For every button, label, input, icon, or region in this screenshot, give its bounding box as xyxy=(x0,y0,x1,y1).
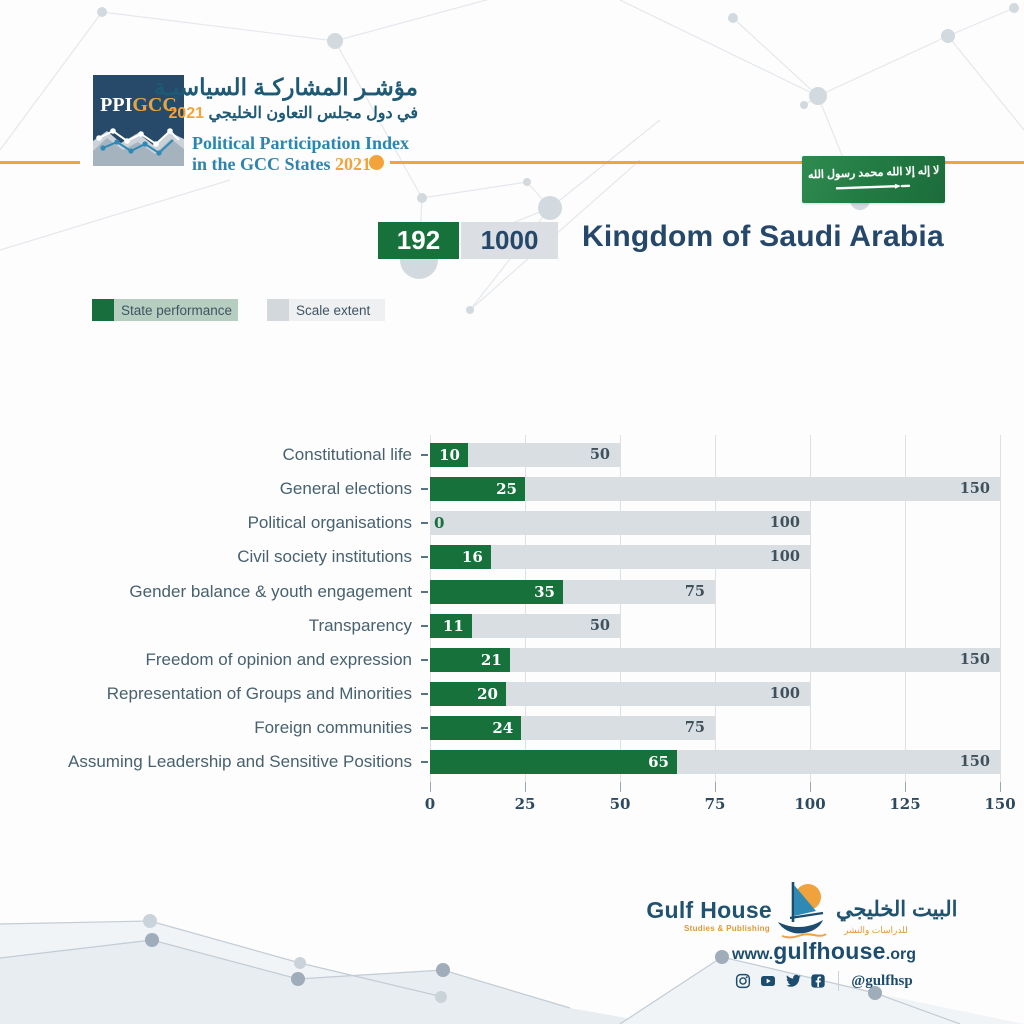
category-label: Political organisations xyxy=(247,513,412,533)
chart-row xyxy=(0,545,1024,569)
category-label: Freedom of opinion and expression xyxy=(145,649,412,669)
chart-row xyxy=(0,477,1024,501)
bar-group xyxy=(430,477,1000,501)
bar-group xyxy=(430,716,1000,740)
state-performance-value: 11 xyxy=(442,616,464,635)
category-label: Constitutional life xyxy=(282,445,412,464)
website-url xyxy=(684,938,964,965)
state-performance-bar xyxy=(430,648,510,672)
y-axis-tick xyxy=(421,556,428,558)
scale-extent-value: 150 xyxy=(959,650,990,668)
url-tld: .org xyxy=(885,946,916,963)
state-performance-value: 20 xyxy=(477,685,498,704)
flag-shahada-text: لا إله إلا الله محمد رسول الله xyxy=(807,164,940,182)
category-label: Gender balance & youth engagement xyxy=(129,581,412,601)
title-english-year: 2021 xyxy=(335,154,371,174)
state-performance-bar xyxy=(430,682,506,706)
state-performance-value: 65 xyxy=(648,753,669,772)
chart-row xyxy=(0,750,1024,774)
score-value-badge: 192 xyxy=(378,222,459,259)
legend-scale-swatch xyxy=(267,299,289,321)
scale-extent-value: 75 xyxy=(684,582,705,600)
url-www: www. xyxy=(732,946,774,963)
legend-scale-extent xyxy=(267,299,385,321)
gulf-house-name-ar: البيت الخليجي xyxy=(836,898,958,921)
y-axis-tick xyxy=(421,693,428,695)
social-divider xyxy=(838,971,839,991)
boat-icon xyxy=(768,880,832,940)
state-performance-value: 16 xyxy=(461,548,483,567)
y-axis-tick xyxy=(421,659,428,661)
x-axis-tick xyxy=(620,782,621,792)
state-performance-bar xyxy=(430,716,521,740)
youtube-icon xyxy=(759,973,777,989)
state-performance-value: 25 xyxy=(496,480,517,499)
facebook-icon xyxy=(810,973,826,989)
x-axis-tick-label: 125 xyxy=(889,795,921,813)
y-axis-tick xyxy=(421,522,428,524)
saudi-arabia-flag xyxy=(802,156,945,203)
x-axis-tick xyxy=(1000,782,1001,792)
state-performance-bar xyxy=(430,750,677,774)
legend-state-label: State performance xyxy=(114,299,238,321)
url-name: gulfhouse xyxy=(773,938,886,964)
y-axis-tick xyxy=(421,761,428,763)
title-arabic-year: 2021 xyxy=(168,105,205,122)
state-performance-bar xyxy=(430,443,468,467)
scale-extent-bar xyxy=(430,511,810,535)
state-performance-bar xyxy=(430,614,472,638)
header-rule-left xyxy=(0,161,80,164)
gulf-house-boat-logo xyxy=(768,880,832,940)
scale-extent-value: 50 xyxy=(589,616,610,634)
chart-row xyxy=(0,716,1024,740)
state-performance-bar xyxy=(430,580,563,604)
country-title: Kingdom of Saudi Arabia xyxy=(582,220,944,253)
logo-text-gcc: GCC xyxy=(132,94,177,116)
header-title-block xyxy=(153,72,418,175)
instagram-icon xyxy=(735,973,751,989)
x-axis-tick-label: 75 xyxy=(704,795,726,813)
bar-group xyxy=(430,545,1000,569)
bar-group xyxy=(430,511,1000,535)
x-axis-tick-label: 150 xyxy=(984,795,1016,813)
gulf-house-name-en: Gulf House xyxy=(646,897,772,923)
score-scale-badge: 1000 xyxy=(461,222,558,259)
category-label: Civil society institutions xyxy=(237,547,412,567)
category-label: Transparency xyxy=(308,615,412,635)
category-label: Foreign communities xyxy=(254,718,412,738)
chart-row xyxy=(0,648,1024,672)
state-performance-bar xyxy=(430,545,491,569)
bar-group xyxy=(430,443,1000,467)
x-axis-tick xyxy=(430,782,431,792)
state-performance-value: 24 xyxy=(492,719,514,738)
x-axis-tick xyxy=(810,782,811,792)
x-axis-tick-label: 50 xyxy=(609,795,631,813)
bar-group xyxy=(430,648,1000,672)
legend-state-performance xyxy=(92,299,238,321)
scale-extent-value: 100 xyxy=(769,548,800,566)
social-handle: @gulfhsp xyxy=(851,972,913,989)
bar-group xyxy=(430,750,1000,774)
state-performance-value: 35 xyxy=(534,582,555,601)
title-arabic-line2: في دول مجلس التعاون الخليجي 2021 xyxy=(168,105,418,122)
scale-extent-value: 150 xyxy=(959,753,990,771)
chart-row xyxy=(0,580,1024,604)
bar-group xyxy=(430,614,1000,638)
gulf-house-tagline-en: Studies & Publishing xyxy=(683,924,770,933)
chart-row xyxy=(0,443,1024,467)
x-axis-tick-label: 100 xyxy=(794,795,826,813)
scale-extent-value: 150 xyxy=(959,480,990,498)
x-axis-tick xyxy=(905,782,906,792)
x-axis-tick-label: 0 xyxy=(424,795,436,813)
chart-row xyxy=(0,614,1024,638)
bar-group xyxy=(430,682,1000,706)
state-performance-value: 21 xyxy=(480,650,502,669)
y-axis-tick xyxy=(421,591,428,593)
state-performance-value: 0 xyxy=(434,514,445,533)
state-performance-bar xyxy=(430,477,525,501)
category-label: Assuming Leadership and Sensitive Positions xyxy=(68,752,412,772)
logo-text-ppi: PPI xyxy=(100,94,133,116)
scale-extent-value: 50 xyxy=(589,446,610,463)
x-axis-tick xyxy=(715,782,716,792)
scale-extent-bar xyxy=(430,648,1000,672)
category-label: Representation of Groups and Minorities xyxy=(106,684,412,704)
scale-extent-value: 75 xyxy=(684,719,705,737)
bar-group xyxy=(430,580,1000,604)
y-axis-tick xyxy=(421,625,428,627)
legend-state-swatch xyxy=(92,299,114,321)
twitter-icon xyxy=(785,973,802,989)
state-performance-value: 10 xyxy=(439,446,460,464)
y-axis-tick xyxy=(421,454,428,456)
gulf-house-tagline-ar: للدراسات والنشر xyxy=(844,925,908,935)
flag-sword-icon xyxy=(828,179,918,194)
title-english-line1: Political Participation Index xyxy=(192,133,409,153)
chart-row xyxy=(0,682,1024,706)
chart-row xyxy=(0,511,1024,535)
title-arabic-line1: مؤشـر المشاركـة السياسيـة xyxy=(153,74,418,100)
y-axis-tick xyxy=(421,488,428,490)
category-label: General elections xyxy=(279,479,412,499)
social-bar xyxy=(684,971,964,991)
title-english-line2: in the GCC States 2021 xyxy=(192,154,371,174)
legend-scale-label: Scale extent xyxy=(289,299,385,321)
x-axis-tick-label: 25 xyxy=(514,795,536,813)
y-axis-tick xyxy=(421,727,428,729)
bar-chart xyxy=(0,435,1024,817)
x-axis-tick xyxy=(525,782,526,792)
scale-extent-value: 100 xyxy=(769,514,800,532)
scale-extent-value: 100 xyxy=(769,685,800,703)
